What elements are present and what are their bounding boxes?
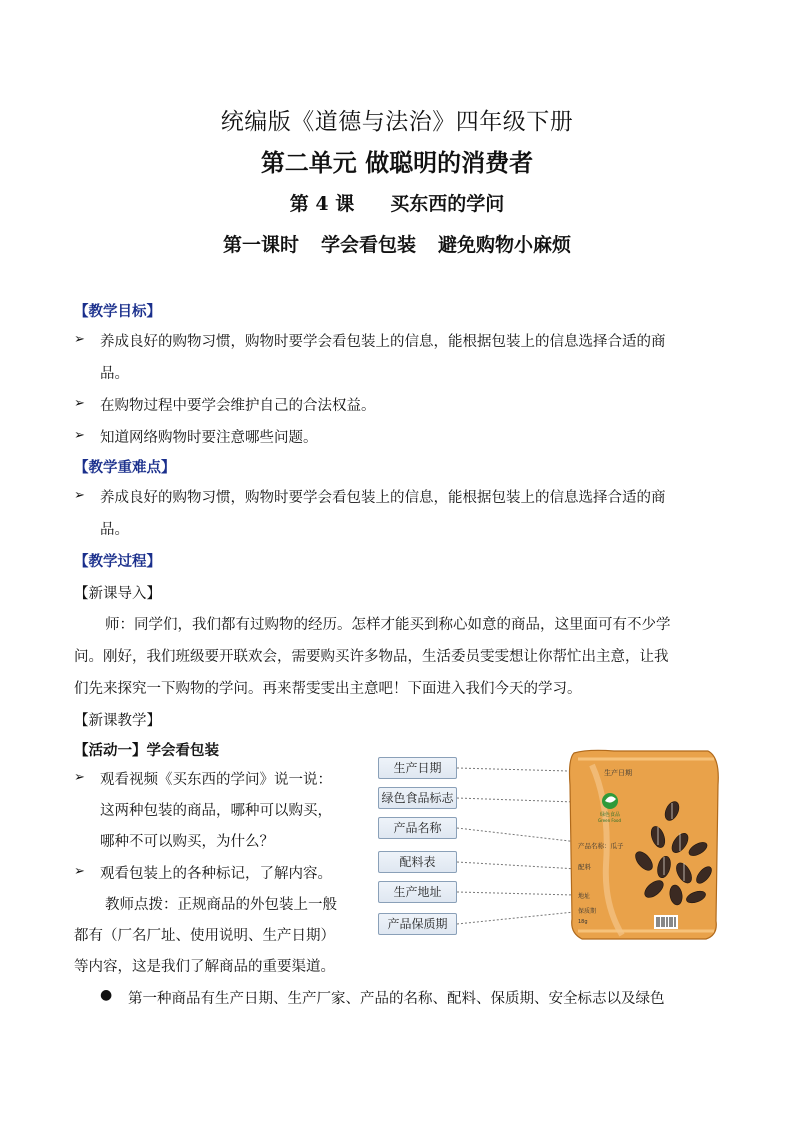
activity-line-2: 这两种包装的商品，哪种可以购买， <box>100 803 332 819</box>
activity-line-3: 哪种不可以购买，为什么？ <box>100 834 274 850</box>
keypoint-item-1-cont: 品。 <box>100 522 129 538</box>
label-green-food-logo: 绿色食品标志 <box>378 787 457 809</box>
arrow-bullet-icon: ➢ <box>74 770 85 785</box>
goal-item-2: 在购物过程中要学会维护自己的合法权益。 <box>100 398 376 414</box>
intro-line-3: 们先来探究一下购物的学问。再来帮雯雯出主意吧！下面进入我们今天的学习。 <box>74 681 582 697</box>
keypoints-heading: 【教学重难点】 <box>74 460 176 476</box>
topic-b: 避免购物小麻烦 <box>438 234 572 256</box>
intro-heading: 【新课导入】 <box>74 586 161 602</box>
keypoint-item-1: 养成良好的购物习惯，购物时要学会看包装上的信息，能根据包装上的信息选择合适的商 <box>100 490 666 506</box>
label-product-name: 产品名称 <box>378 817 457 839</box>
bullet-line-1: 第一种商品有生产日期、生产厂家、产品的名称、配料、保质期、安全标志以及绿色 <box>128 991 665 1007</box>
activity-line-6: 都有（厂名厂址、使用说明、生产日期） <box>74 928 335 944</box>
lesson-name: 买东西的学问 <box>390 193 505 215</box>
goal-item-1-cont: 品。 <box>100 366 129 382</box>
arrow-bullet-icon: ➢ <box>74 428 85 443</box>
process-heading: 【教学过程】 <box>74 554 161 570</box>
activity-line-5: 教师点拨：正规商品的外包装上一般 <box>105 897 337 913</box>
bag-date-text: 生产日期 <box>604 769 632 777</box>
barcode-icon <box>654 915 678 929</box>
bag-address-text: 地址 <box>578 893 591 900</box>
arrow-bullet-icon: ➢ <box>74 332 85 347</box>
teach-heading: 【新课教学】 <box>74 713 161 729</box>
bag-weight-text: 18g <box>578 919 588 925</box>
activity-line-7: 等内容，这是我们了解商品的重要渠道。 <box>74 959 335 975</box>
bag-ingredients-text: 配料 <box>578 863 591 871</box>
arrow-bullet-icon: ➢ <box>74 396 85 411</box>
activity-line-4: 观看包装上的各种标记，了解内容。 <box>100 866 332 882</box>
goal-item-1: 养成良好的购物习惯，购物时要学会看包装上的信息，能根据包装上的信息选择合适的商 <box>100 334 666 350</box>
package-illustration <box>378 745 730 945</box>
unit-title: 第二单元 做聪明的消费者 <box>260 149 534 177</box>
lesson-number: 第 4 课 <box>289 193 355 215</box>
goal-item-3: 知道网络购物时要注意哪些问题。 <box>100 430 318 446</box>
intro-line-2: 问。刚好，我们班级要开联欢会，需要购买许多物品，生活委员雯雯想让你帮忙出主意，让我 <box>74 649 669 665</box>
package-diagram <box>378 745 730 945</box>
dot-bullet-icon: ● <box>100 987 113 1003</box>
bag-logo-text: 绿色食品 <box>600 812 621 818</box>
intro-line-1: 师：同学们，我们都有过购物的经历。怎样才能买到称心如意的商品，这里面可有不少学 <box>105 617 671 633</box>
activity-heading <box>74 739 219 760</box>
book-title: 统编版《道德与法治》四年级下册 <box>220 109 574 135</box>
activity-line-1: 观看视频《买东西的学问》说一说： <box>100 772 332 788</box>
bag-name-text: 产品名称：瓜子 <box>578 842 624 850</box>
period-label: 第一课时 <box>222 234 299 256</box>
period-title <box>0 230 794 257</box>
label-address: 生产地址 <box>378 881 457 903</box>
topic-a: 学会看包装 <box>320 234 416 256</box>
label-shelf-life: 产品保质期 <box>378 913 457 935</box>
label-production-date: 生产日期 <box>378 757 457 779</box>
bag-logo-en-text: Green Food <box>598 818 621 823</box>
goals-heading: 【教学目标】 <box>74 304 161 320</box>
lesson-title <box>0 189 794 216</box>
arrow-bullet-icon: ➢ <box>74 488 85 503</box>
bag-shelf-text: 保质期 <box>578 908 597 915</box>
activity-bracket: 【活动一】 <box>74 743 147 759</box>
label-ingredients: 配料表 <box>378 851 457 873</box>
activity-title: 学会看包装 <box>146 743 219 759</box>
arrow-bullet-icon: ➢ <box>74 864 85 879</box>
